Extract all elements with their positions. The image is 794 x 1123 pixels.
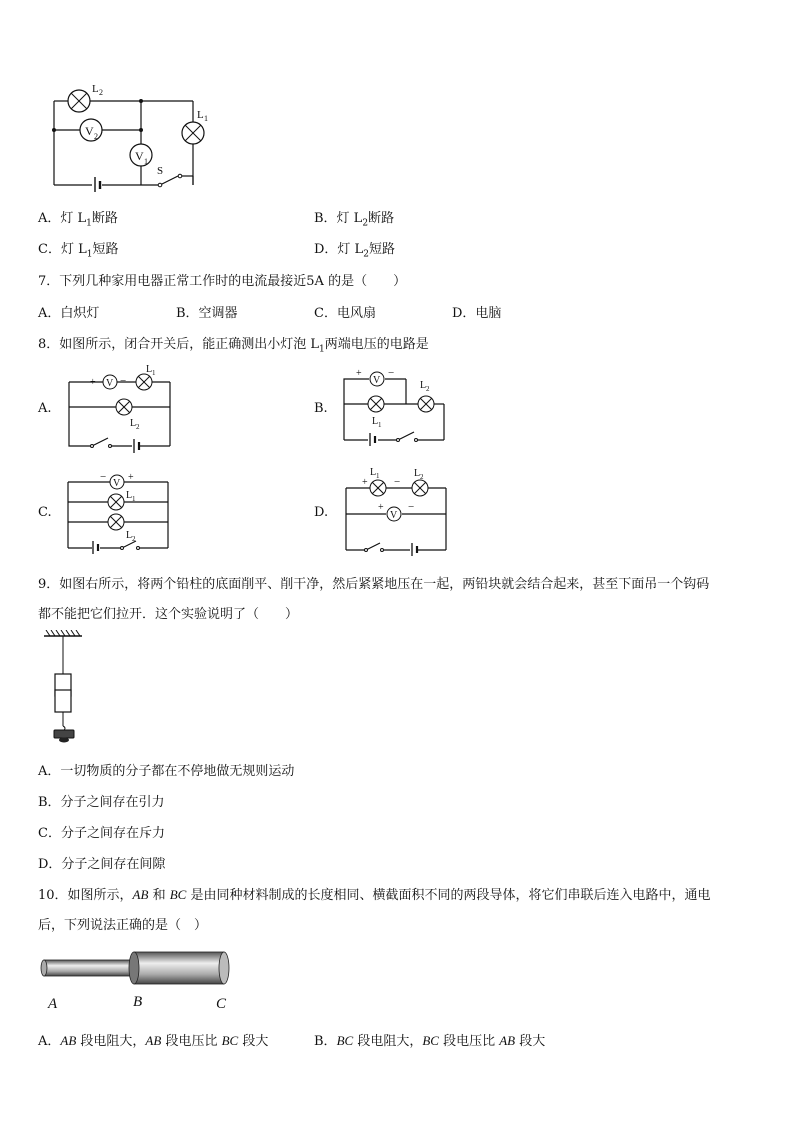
v1-letter: V <box>135 149 144 163</box>
v2-letter: V <box>85 124 94 138</box>
q8b-l2-sub: 2 <box>426 385 430 393</box>
q8a-plus: + <box>90 377 96 388</box>
q8d-minus-v: − <box>408 501 415 513</box>
q8-option-a-label[interactable]: A. <box>38 401 52 416</box>
q8d-l1-sub: 1 <box>376 472 380 480</box>
q8a-l2-label: L <box>130 418 137 429</box>
q10-fig-b: B <box>133 994 143 1010</box>
q10-a-v3: BC <box>221 1033 239 1048</box>
q6-option-b-post: 断路 <box>368 211 395 226</box>
q10-rest1: 是由同种材料制成的长度相同、横截面积不同的两段导体，将它们串联后连入电路中，通电 <box>186 888 711 903</box>
q8-option-c-label[interactable]: C. <box>38 505 52 520</box>
l1-label: L <box>197 109 204 121</box>
q8d-plus-v: + <box>378 502 384 513</box>
q10-a-v2: AB <box>145 1033 162 1048</box>
q9-option-c: C．分子之间存在斥力 <box>38 826 165 841</box>
q8c-l2-label: L <box>126 530 133 541</box>
q7-option-c: C．电风扇 <box>314 306 376 321</box>
q10-stem-line2: 后，下列说法正确的是（ ） <box>38 918 208 933</box>
q10-b-v1: BC <box>336 1033 354 1048</box>
q8a-minus: − <box>120 375 127 387</box>
q8a-v-text: V <box>106 378 114 389</box>
q6-option-b-sub: 2 <box>362 218 369 229</box>
q8a-l1-sub: 1 <box>152 369 156 377</box>
q10-b-p1: B． <box>314 1034 337 1049</box>
lamp-l1-icon <box>182 122 204 144</box>
q6-circuit-figure <box>40 80 220 192</box>
q6-option-a-sub: 1 <box>86 218 92 229</box>
v2-sub: 2 <box>94 132 98 141</box>
q9-stem-line2: 都不能把它们拉开．这个实验说明了（ ） <box>38 607 299 622</box>
q8-option-d-label[interactable]: D. <box>314 505 329 520</box>
q10-b-v3: AB <box>499 1033 516 1048</box>
q8-circuit-b[interactable] <box>340 366 450 446</box>
q10-conductor-figure <box>38 948 238 1014</box>
q10-b-p2: 段电阻大， <box>353 1034 423 1049</box>
q10-a-v1: AB <box>60 1033 77 1048</box>
q9-lead-cylinders-figure <box>40 630 90 746</box>
q8d-l2-label: L <box>414 468 421 479</box>
q10-ab: AB <box>132 887 149 902</box>
q10-fig-a: A <box>48 996 58 1012</box>
q10-a-p2: 段电阻大， <box>76 1034 146 1049</box>
q8d-minus-top: − <box>394 476 401 488</box>
q8c-minus: − <box>100 471 107 483</box>
q6-option-c-sub: 1 <box>86 249 93 260</box>
q8c-plus: + <box>128 472 134 483</box>
q8d-l2-sub: 2 <box>420 473 424 481</box>
lamp-l2-icon <box>68 90 90 112</box>
q6-option-b-pre: B．灯 L <box>314 211 363 226</box>
q8b-minus: − <box>388 367 395 379</box>
q6-option-d-sub: 2 <box>363 249 369 260</box>
q8-circuit-a[interactable] <box>64 362 178 454</box>
l2-label: L <box>92 83 99 95</box>
q10-b-p4: 段大 <box>515 1034 546 1049</box>
q6-option-d-pre: D．灯 L <box>314 242 364 257</box>
q7-stem: 7．下列几种家用电器正常工作时的电流最接近5A 的是（ ） <box>38 274 407 289</box>
q8c-v-text: V <box>113 478 121 489</box>
q8-stem-sub: 1 <box>319 344 325 355</box>
q8-stem <box>38 333 429 355</box>
q8-circuit-d[interactable] <box>340 466 452 556</box>
q7-option-a: A．白炽灯 <box>38 306 100 321</box>
q8b-plus: + <box>356 368 362 379</box>
q8c-l1-label: L <box>126 490 133 501</box>
q6-option-c <box>38 238 118 260</box>
q6-option-a-pre: A．灯 L <box>38 211 87 226</box>
q8-stem-post: 两端电压的电路是 <box>324 337 429 352</box>
q8-circuit-c[interactable] <box>64 470 172 554</box>
q8b-l1-sub: 1 <box>378 421 382 429</box>
v1-sub: 1 <box>144 157 148 166</box>
q10-bc: BC <box>169 887 187 902</box>
q10-option-b <box>314 1030 545 1049</box>
q9-option-d: D．分子之间存在间隙 <box>38 857 166 872</box>
q8-stem-pre: 8．如图所示，闭合开关后，能正确测出小灯泡 L <box>38 337 320 352</box>
q10-and: 和 <box>148 888 170 903</box>
q10-num: 10．如图所示， <box>38 888 133 903</box>
q10-fig-c: C <box>216 996 227 1012</box>
q10-a-p4: 段大 <box>238 1034 269 1049</box>
switch-label: S <box>157 165 164 177</box>
q8c-l1-sub: 1 <box>132 495 136 503</box>
q10-b-p3: 段电压比 <box>438 1034 500 1049</box>
l2-sub: 2 <box>99 88 103 97</box>
q6-option-a-post: 断路 <box>91 211 118 226</box>
q8c-l2-sub: 2 <box>132 535 136 543</box>
q6-option-d <box>314 238 395 260</box>
q8d-plus-top: + <box>362 477 368 488</box>
q9-option-a: A．一切物质的分子都在不停地做无规则运动 <box>38 764 295 779</box>
q6-option-c-pre: C．灯 L <box>38 242 87 257</box>
q9-stem-line1: 9．如图右所示，将两个铅柱的底面削平、削干净，然后紧紧地压在一起，两铅块就会结合起来，甚至下面吊一个钩码 <box>38 577 710 592</box>
q8-option-b-label[interactable]: B. <box>314 401 328 416</box>
q8d-v-text: V <box>390 510 398 521</box>
q8b-v-text: V <box>373 375 381 386</box>
q10-stem-line1 <box>38 884 710 903</box>
q10-option-a <box>38 1030 268 1049</box>
q8d-l1-label: L <box>370 467 377 478</box>
q6-option-c-post: 短路 <box>92 242 119 257</box>
l1-sub: 1 <box>204 114 208 123</box>
q8a-l2-sub: 2 <box>136 423 140 431</box>
q7-option-b: B．空调器 <box>176 306 238 321</box>
q9-option-b: B．分子之间存在引力 <box>38 795 165 810</box>
q10-a-p1: A． <box>38 1034 61 1049</box>
q8b-l2-label: L <box>420 380 427 391</box>
q6-option-b <box>314 207 394 229</box>
q7-option-d: D．电脑 <box>452 306 502 321</box>
q10-a-p3: 段电压比 <box>161 1034 222 1049</box>
q6-option-a <box>38 207 118 229</box>
q8b-l1-label: L <box>372 416 379 427</box>
q8a-l1-label: L <box>146 364 153 375</box>
q6-option-d-post: 短路 <box>368 242 395 257</box>
q10-b-v2: BC <box>422 1033 439 1048</box>
